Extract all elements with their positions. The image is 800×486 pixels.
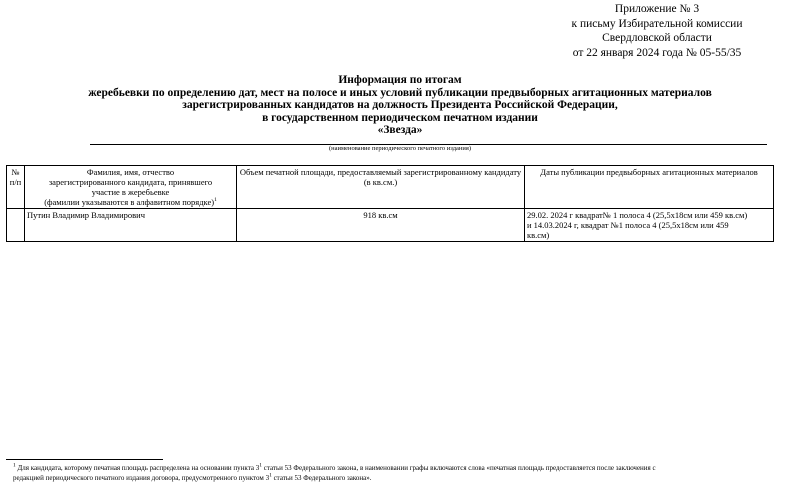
appendix-date: от 22 января 2024 года № 05-55/35 bbox=[572, 46, 742, 59]
table-row bbox=[7, 209, 774, 242]
footnote-line-2 bbox=[13, 473, 783, 483]
cell-dates-line-2: и 14.03.2024 г, квадрат №1 полоса 4 (25,5х18см или 459 bbox=[527, 220, 729, 230]
header-name-footnote-mark: 1 bbox=[214, 197, 217, 204]
title-line-1: Информация по итогам bbox=[338, 74, 462, 86]
header-name bbox=[25, 166, 237, 209]
footnote-line-2-sup: 1 bbox=[269, 472, 272, 479]
document-title bbox=[0, 74, 800, 137]
publication-name: «Звезда» bbox=[377, 124, 423, 136]
footnote-line-2-text-a: редакцией периодического печатного издания договора, предусмотренного пунктом 3 bbox=[13, 474, 270, 482]
footnote-separator bbox=[6, 459, 163, 460]
title-line-3: зарегистрированных кандидатов на должность Президента Российской Федерации, bbox=[182, 99, 618, 111]
cell-dates-line-3: кв.см) bbox=[527, 230, 550, 240]
appendix-region: Свердловской области bbox=[602, 32, 712, 44]
table-header-row bbox=[7, 166, 774, 209]
footnote bbox=[13, 463, 783, 483]
header-dates: Даты публикации предвыборных агитационных материалов bbox=[525, 166, 774, 209]
footnote-line-1-sup: 1 bbox=[259, 462, 262, 469]
header-name-line-4: (фамилии указываются в алфавитном порядке) bbox=[44, 197, 215, 207]
cell-dates bbox=[525, 209, 774, 242]
header-name-line-2: зарегистрированного кандидата, принявшего bbox=[48, 177, 213, 187]
footnote-line-2-text-b: статьи 53 Федерального закона». bbox=[271, 474, 372, 482]
cell-dates-line-1: 29.02. 2024 г квадрат№ 1 полоса 4 (25,5х18см или 459 кв.см) bbox=[527, 210, 748, 220]
header-num bbox=[7, 166, 25, 209]
footnote-line-1-text-b: статьи 53 Федерального закона, в наименовании графы включаются слова «печатная площадь предоставляется после заключения с bbox=[261, 464, 656, 472]
cell-num bbox=[7, 209, 25, 242]
cell-area: 918 кв.см bbox=[237, 209, 525, 242]
footnote-mark: 1 bbox=[13, 462, 16, 469]
header-num-line-2: п/п bbox=[9, 177, 22, 187]
title-line-2: жеребьевки по определению дат, мест на полосе и иных условий публикации предвыборных агитационных материалов bbox=[88, 86, 712, 99]
appendix-header bbox=[537, 2, 777, 60]
footnote-line-1-text-a: Для кандидата, которому печатная площадь распределена на основании пункта 3 bbox=[15, 464, 260, 472]
appendix-number: Приложение № 3 bbox=[614, 3, 700, 15]
header-area: Объем печатной площади, предоставляемый зарегистрированному кандидату (в кв.см.) bbox=[237, 166, 525, 209]
results-table bbox=[6, 165, 774, 242]
publication-caption: (наименование периодического печатного издания) bbox=[328, 145, 472, 152]
footnote-line-1 bbox=[13, 463, 783, 473]
title-line-4: в государственном периодическом печатном издании bbox=[262, 111, 538, 124]
header-name-line-1: Фамилия, имя, отчество bbox=[86, 167, 175, 177]
appendix-letter-ref: к письму Избирательной комиссии bbox=[571, 17, 743, 30]
header-num-line-1: № bbox=[11, 167, 20, 177]
cell-candidate-name: Путин Владимир Владимирович bbox=[25, 209, 237, 242]
header-name-line-3: участие в жеребьевке bbox=[91, 187, 170, 197]
